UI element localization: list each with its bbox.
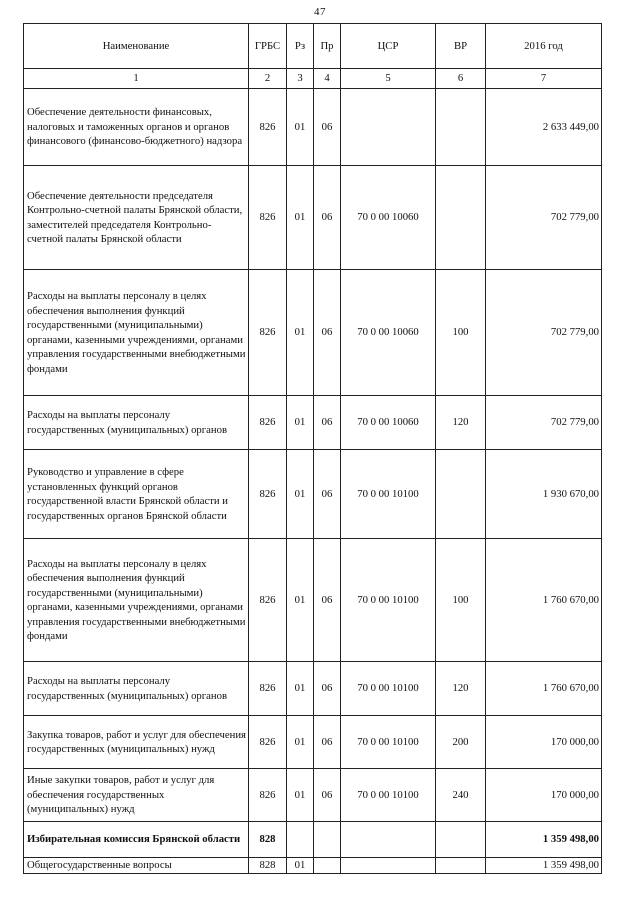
row-grbs: 826 [249, 396, 287, 450]
row-vr: 240 [436, 769, 486, 822]
table-row [24, 89, 602, 166]
column-index: 5 [341, 69, 436, 89]
table-row [24, 166, 602, 270]
row-name: Расходы на выплаты персоналу в целях обеспечения выполнения функций государственными (муниципальными) органами, казенными учреждениями, органами управления государственными внебюджетными фондами [24, 270, 249, 396]
row-rz: 01 [287, 450, 314, 539]
header-rz: Рз [287, 24, 314, 69]
row-csr: 70 0 00 10060 [341, 396, 436, 450]
row-rz: 01 [287, 89, 314, 166]
row-csr: 70 0 00 10060 [341, 166, 436, 270]
row-pr: 06 [314, 89, 341, 166]
budget-table [23, 23, 602, 874]
row-rz: 01 [287, 270, 314, 396]
row-pr: 06 [314, 396, 341, 450]
row-rz: 01 [287, 769, 314, 822]
row-name: Обеспечение деятельности финансовых, налоговых и таможенных органов и органов финансового (финансово-бюджетного) надзора [24, 89, 249, 166]
column-index: 3 [287, 69, 314, 89]
row-pr: 06 [314, 270, 341, 396]
row-grbs: 828 [249, 858, 287, 874]
table-row [24, 769, 602, 822]
row-vr [436, 858, 486, 874]
header-name: Наименование [24, 24, 249, 69]
column-index: 1 [24, 69, 249, 89]
row-name: Закупка товаров, работ и услуг для обеспечения государственных (муниципальных) нужд [24, 716, 249, 769]
row-name: Расходы на выплаты персоналу в целях обеспечения выполнения функций государственными (муниципальными) органами, казенными учреждениями, органами управления государственными внебюджетными фондами [24, 539, 249, 662]
row-vr: 120 [436, 662, 486, 716]
row-amount: 1 359 498,00 [486, 858, 602, 874]
row-amount: 170 000,00 [486, 716, 602, 769]
row-pr: 06 [314, 539, 341, 662]
row-name: Общегосударственные вопросы [24, 858, 249, 874]
row-grbs: 826 [249, 539, 287, 662]
header-grbs: ГРБС [249, 24, 287, 69]
table-row [24, 450, 602, 539]
row-name: Избирательная комиссия Брянской области [24, 822, 249, 858]
row-pr [314, 822, 341, 858]
row-grbs: 826 [249, 450, 287, 539]
row-name: Руководство и управление в сфере установленных функций органов государственной власти Брянской области и государственных органов Брянской области [24, 450, 249, 539]
row-name: Расходы на выплаты персоналу государственных (муниципальных) органов [24, 662, 249, 716]
row-grbs: 826 [249, 769, 287, 822]
column-index: 6 [436, 69, 486, 89]
header-year: 2016 год [486, 24, 602, 69]
table-row [24, 822, 602, 858]
row-grbs: 826 [249, 166, 287, 270]
row-csr: 70 0 00 10100 [341, 450, 436, 539]
table-row [24, 539, 602, 662]
row-csr [341, 822, 436, 858]
row-rz: 01 [287, 858, 314, 874]
row-rz: 01 [287, 396, 314, 450]
row-csr [341, 858, 436, 874]
row-vr: 200 [436, 716, 486, 769]
row-grbs: 826 [249, 270, 287, 396]
row-pr: 06 [314, 769, 341, 822]
row-amount: 702 779,00 [486, 166, 602, 270]
header-csr: ЦСР [341, 24, 436, 69]
column-index-row [24, 69, 602, 89]
column-index: 2 [249, 69, 287, 89]
row-vr: 120 [436, 396, 486, 450]
header-row [24, 24, 602, 69]
row-amount: 702 779,00 [486, 270, 602, 396]
row-csr: 70 0 00 10100 [341, 539, 436, 662]
row-name: Обеспечение деятельности председателя Контрольно-счетной палаты Брянской области, заместителей председателя Контрольно-счетной палаты Брянской области [24, 166, 249, 270]
row-csr: 70 0 00 10060 [341, 270, 436, 396]
row-grbs: 826 [249, 662, 287, 716]
row-vr [436, 822, 486, 858]
column-index: 7 [486, 69, 602, 89]
column-index: 4 [314, 69, 341, 89]
row-amount: 2 633 449,00 [486, 89, 602, 166]
table-row [24, 716, 602, 769]
row-amount: 1 359 498,00 [486, 822, 602, 858]
row-rz: 01 [287, 166, 314, 270]
row-vr [436, 166, 486, 270]
row-csr: 70 0 00 10100 [341, 769, 436, 822]
row-amount: 702 779,00 [486, 396, 602, 450]
row-pr [314, 858, 341, 874]
row-grbs: 826 [249, 716, 287, 769]
row-rz: 01 [287, 662, 314, 716]
row-vr [436, 89, 486, 166]
row-pr: 06 [314, 662, 341, 716]
row-rz [287, 822, 314, 858]
row-amount: 1 760 670,00 [486, 539, 602, 662]
row-pr: 06 [314, 450, 341, 539]
table-row [24, 396, 602, 450]
table-row [24, 858, 602, 874]
row-grbs: 826 [249, 89, 287, 166]
row-csr: 70 0 00 10100 [341, 716, 436, 769]
row-csr: 70 0 00 10100 [341, 662, 436, 716]
row-grbs: 828 [249, 822, 287, 858]
row-name: Расходы на выплаты персоналу государственных (муниципальных) органов [24, 396, 249, 450]
row-pr: 06 [314, 166, 341, 270]
row-name: Иные закупки товаров, работ и услуг для обеспечения государственных (муниципальных) нужд [24, 769, 249, 822]
row-amount: 1 930 670,00 [486, 450, 602, 539]
row-amount: 170 000,00 [486, 769, 602, 822]
row-pr: 06 [314, 716, 341, 769]
table-row [24, 270, 602, 396]
row-csr [341, 89, 436, 166]
header-vr: ВР [436, 24, 486, 69]
row-rz: 01 [287, 539, 314, 662]
row-vr: 100 [436, 270, 486, 396]
row-vr [436, 450, 486, 539]
header-pr: Пр [314, 24, 341, 69]
table-row [24, 662, 602, 716]
page-number: 47 [314, 6, 326, 18]
row-rz: 01 [287, 716, 314, 769]
row-vr: 100 [436, 539, 486, 662]
row-amount: 1 760 670,00 [486, 662, 602, 716]
